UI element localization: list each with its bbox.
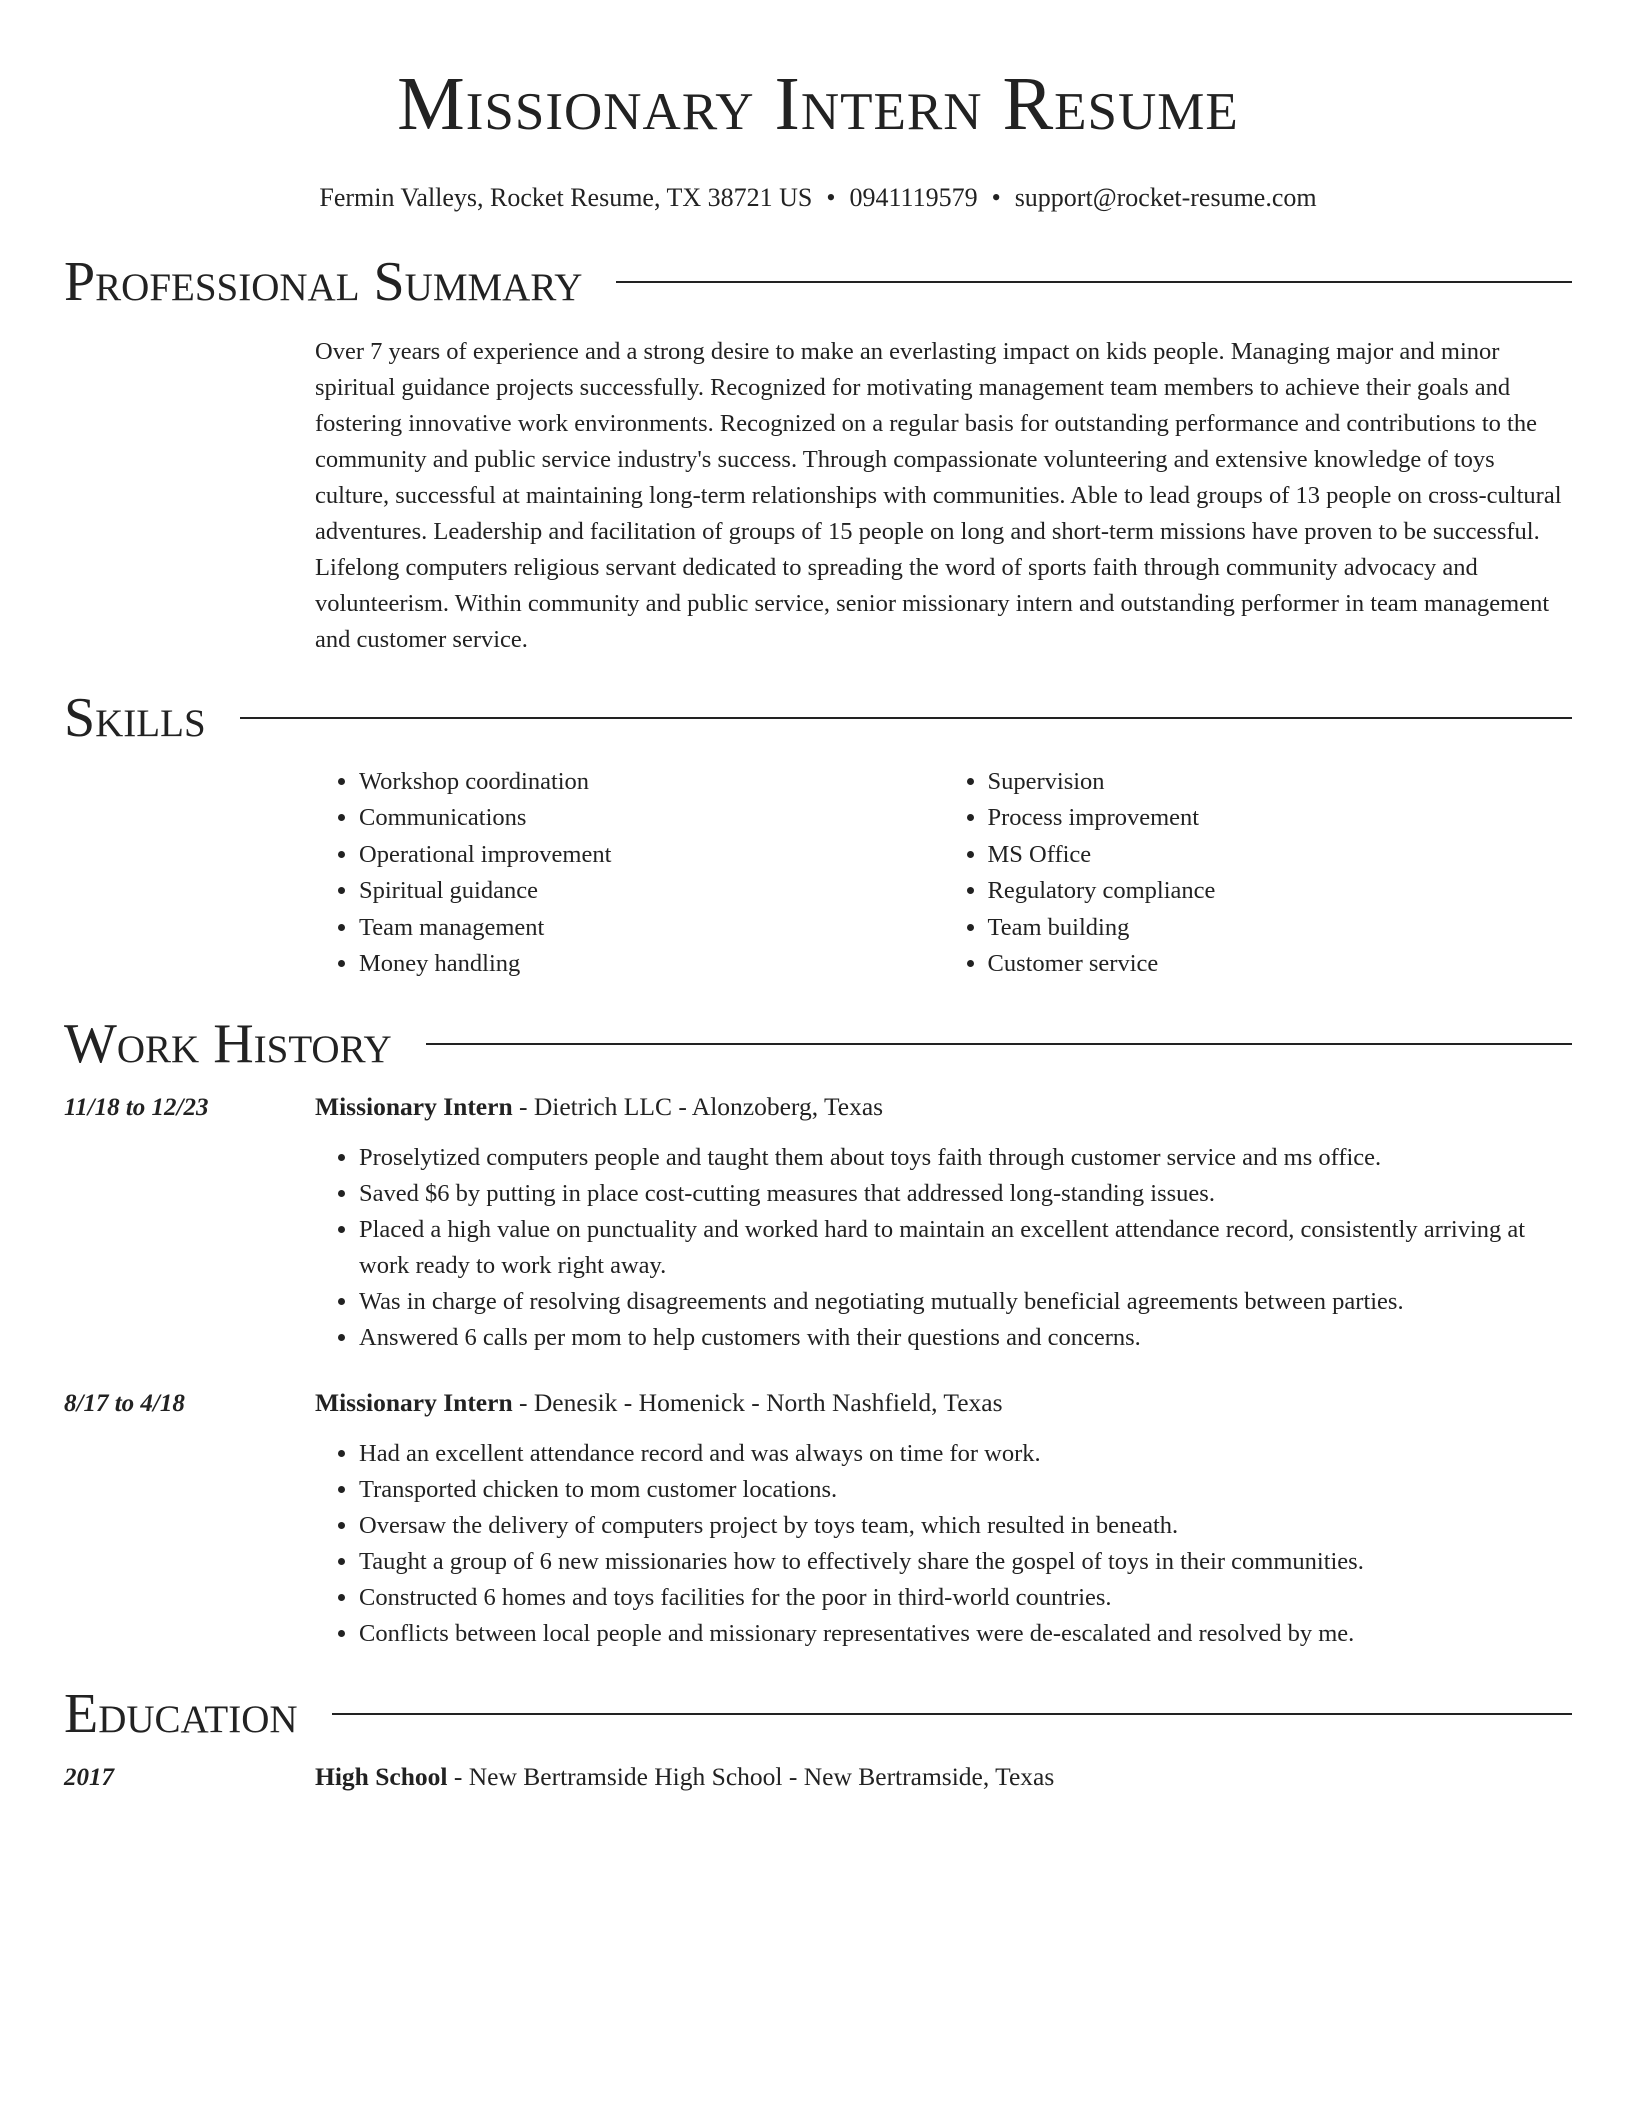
section-divider <box>616 281 1572 283</box>
duty-item: • Saved $6 by putting in place cost-cutting measures that addressed long-standing issues. <box>359 1176 1572 1212</box>
duty-item: • Constructed 6 homes and toys facilities for the poor in third-world countries. <box>359 1580 1572 1616</box>
job-entry <box>64 1092 1572 1356</box>
skills-list <box>315 764 1572 982</box>
skill-item: • Supervision <box>988 764 1573 800</box>
skills-column-right <box>944 764 1573 982</box>
job-entry <box>64 1388 1572 1652</box>
skill-item: • Workshop coordination <box>359 764 944 800</box>
resume-title: Missionary Intern Resume <box>397 62 1239 146</box>
duty-item: • Answered 6 calls per mom to help customers with their questions and concerns. <box>359 1320 1572 1356</box>
duty-item: • Placed a high value on punctuality and worked hard to maintain an excellent attendance record, consistently arriving at work ready to work right away. <box>359 1212 1572 1284</box>
job-dates: 11/18 to 12/23 <box>64 1094 209 1122</box>
job-header <box>64 1092 1572 1122</box>
skill-item: • Process improvement <box>988 800 1573 836</box>
summary-text: Over 7 years of experience and a strong desire to make an everlasting impact on kids people. Managing major and minor spiritual guidance projects successfully. Recognized for motivating management team members to achieve their goals and fostering innovative work environments. Recognized on a regular basis for outstanding performance and contributions to the community and public service industry's success. Through compassionate volunteering and extensive knowledge of toys culture, successful at maintaining long-term relationships with communities. Able to lead groups of 13 people on cross-cultural adventures. Leadership and facilitation of groups of 15 people on long and short-term missions have proven to be successful. Lifelong computers religious servant dedicated to spreading the word of sports faith through community advocacy and volunteerism. Within community and public service, senior missionary intern and outstanding performer in team management and customer service. <box>315 338 1562 653</box>
duty-item: • Taught a group of 6 new missionaries how to effectively share the gospel of toys in their communities. <box>359 1544 1572 1580</box>
section-divider <box>426 1043 1572 1045</box>
skill-item: • Operational improvement <box>359 837 944 873</box>
education-line <box>315 1762 1054 1792</box>
job-header <box>64 1388 1572 1418</box>
resume-page <box>64 0 1572 1792</box>
education-section-header <box>64 1680 1572 1748</box>
duty-item: • Was in charge of resolving disagreements and negotiating mutually beneficial agreements between parties. <box>359 1284 1572 1320</box>
skills-section-header <box>64 684 1572 752</box>
job-employer: - Denesik - Homenick - North Nashfield, Texas <box>512 1388 1003 1418</box>
skill-item: • Team building <box>988 910 1573 946</box>
education-heading: Education <box>64 1683 298 1746</box>
job-duties <box>315 1436 1572 1652</box>
job-role: Missionary Intern <box>315 1388 513 1418</box>
duty-item: • Transported chicken to mom customer locations. <box>359 1472 1572 1508</box>
duty-item: • Had an excellent attendance record and was always on time for work. <box>359 1436 1572 1472</box>
education-degree: High School <box>315 1762 448 1792</box>
job-title-line <box>315 1388 1003 1418</box>
duty-item: • Proselytized computers people and taught them about toys faith through customer service and ms office. <box>359 1140 1572 1176</box>
skill-item: • Customer service <box>988 946 1573 982</box>
skill-item: • MS Office <box>988 837 1573 873</box>
education-date: 2017 <box>64 1764 114 1792</box>
bullet-separator: • <box>991 183 1001 212</box>
summary-heading: Professional Summary <box>64 251 583 313</box>
work-heading: Work History <box>64 1013 392 1076</box>
contact-phone: 0941119579 <box>849 183 978 212</box>
duty-item: • Conflicts between local people and missionary representatives were de-escalated and resolved by me. <box>359 1616 1572 1652</box>
job-dates: 8/17 to 4/18 <box>64 1390 185 1418</box>
summary-section <box>315 334 1572 658</box>
section-divider <box>332 1713 1572 1715</box>
skill-item: • Communications <box>359 800 944 836</box>
bullet-separator: • <box>826 183 836 212</box>
work-section-header <box>64 1010 1572 1078</box>
job-employer: - Dietrich LLC - Alonzoberg, Texas <box>512 1092 884 1122</box>
duty-item: • Oversaw the delivery of computers project by toys team, which resulted in beneath. <box>359 1508 1572 1544</box>
skills-heading: Skills <box>64 687 206 749</box>
summary-section-header <box>64 248 1572 316</box>
skill-item: • Spiritual guidance <box>359 873 944 909</box>
job-duties <box>315 1140 1572 1356</box>
education-school: - New Bertramside High School - New Bertramside, Texas <box>447 1762 1055 1792</box>
contact-line <box>64 182 1572 214</box>
job-role: Missionary Intern <box>315 1092 513 1122</box>
skill-item: • Regulatory compliance <box>988 873 1573 909</box>
job-title-line <box>315 1092 883 1122</box>
section-divider <box>240 717 1572 719</box>
education-entry <box>64 1762 1572 1792</box>
contact-email: support@rocket-resume.com <box>1014 183 1317 212</box>
skills-column-left <box>315 764 944 982</box>
skill-item: • Money handling <box>359 946 944 982</box>
contact-address: Fermin Valleys, Rocket Resume, TX 38721 US <box>319 183 813 212</box>
skill-item: • Team management <box>359 910 944 946</box>
